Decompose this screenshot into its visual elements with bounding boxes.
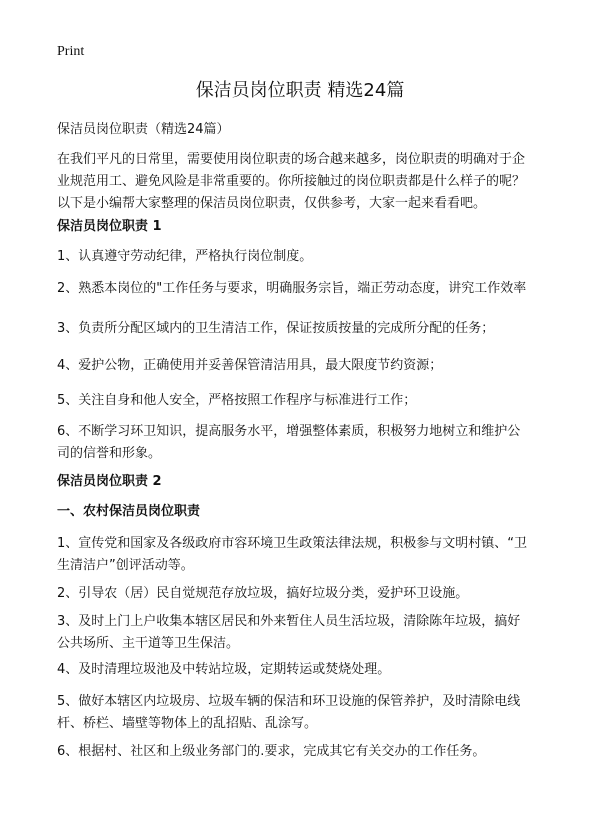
duty-item: [57, 421, 562, 465]
duty-item: [57, 659, 562, 681]
intro-paragraph: [57, 149, 562, 215]
duty-item: [57, 278, 562, 300]
duty-item-line: 生清洁户”创评活动等。: [57, 558, 194, 573]
duty-item: [57, 583, 562, 605]
sub-heading: 一、农村保洁员岗位职责: [57, 504, 201, 519]
duty-item-line: 5、关注自身和他人安全，严格按照工作程序与标准进行工作；: [57, 393, 417, 408]
intro-line: 以下是小编帮大家整理的保洁员岗位职责，仅供参考，大家一起来看看吧。: [57, 196, 487, 211]
duty-item-line: 司的信誉和形象。: [57, 446, 162, 461]
intro-line: 业规范用工、避免风险是非常重要的。你所接触过的岗位职责都是什么样子的呢？: [57, 174, 526, 189]
duty-item-line: 6、不断学习环卫知识，提高服务水平，增强整体素质，积极努力地树立和维护公: [57, 424, 521, 439]
duty-item-line: 4、爱护公物，正确使用并妥善保管清洁用具，最大限度节约资源；: [57, 358, 443, 373]
duty-item: [57, 246, 562, 268]
print-link[interactable]: Print: [57, 44, 85, 59]
duty-item: [57, 390, 562, 412]
duty-item-line: 1、宣传党和国家及各级政府市容环境卫生政策法律法规，积极参与文明村镇、“卫: [57, 536, 528, 551]
duty-item: [57, 318, 562, 340]
duty-item-line: 4、及时清理垃圾池及中转站垃圾，定期转运或焚烧处理。: [57, 662, 391, 677]
duty-item-line: 杆、桥栏、墙壁等物体上的乱招贴、乱涂写。: [57, 716, 318, 731]
duty-item: [57, 691, 562, 735]
document-subtitle: 保洁员岗位职责（精选24篇）: [57, 122, 230, 137]
duty-item: [57, 355, 562, 377]
duty-item: [57, 741, 562, 763]
section-heading-1: 保洁员岗位职责 1: [57, 219, 162, 234]
duty-item: [57, 611, 562, 655]
duty-item-line: 6、根据村、社区和上级业务部门的.要求，完成其它有关交办的工作任务。: [57, 744, 486, 759]
section-heading-2: 保洁员岗位职责 2: [57, 474, 162, 489]
duty-item-line: 3、负责所分配区域内的卫生清洁工作，保证按质按量的完成所分配的任务；: [57, 321, 495, 336]
duty-item-line: 3、及时上门上户收集本辖区居民和外来暂住人员生活垃圾，清除陈年垃圾，搞好: [57, 614, 521, 629]
intro-line: 在我们平凡的日常里，需要使用岗位职责的场合越来越多，岗位职责的明确对于企: [57, 152, 526, 167]
duty-item: [57, 533, 562, 577]
duty-item-line: 公共场所、主干道等卫生保洁。: [57, 636, 240, 651]
duty-item-line: 2、引导农（居）民自觉规范存放垃圾，搞好垃圾分类，爱护环卫设施。: [57, 586, 469, 601]
duty-item-line: 2、熟悉本岗位的"工作任务与要求，明确服务宗旨，端正劳动态度，讲究工作效率: [57, 281, 527, 296]
page-title: 保洁员岗位职责 精选24篇: [195, 80, 405, 101]
duty-item-line: 5、做好本辖区内垃圾房、垃圾车辆的保洁和环卫设施的保管养护，及时清除电线: [57, 694, 521, 709]
duty-item-line: 1、认真遵守劳动纪律，严格执行岗位制度。: [57, 249, 313, 264]
